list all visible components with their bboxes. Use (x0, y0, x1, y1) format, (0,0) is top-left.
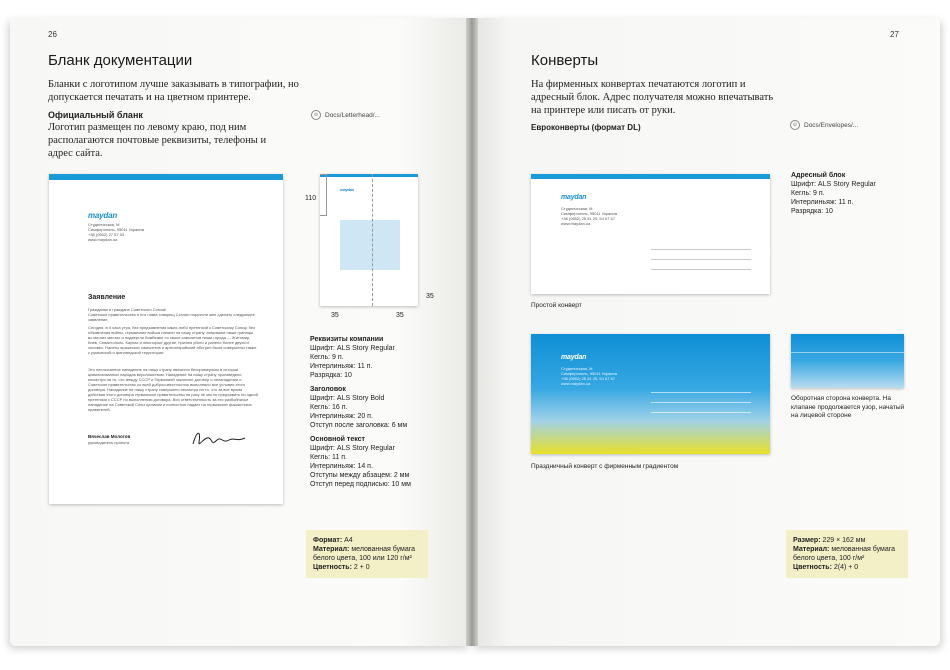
envelope-path: Docs/Envelopes/... (804, 121, 859, 129)
envelope-back-side (791, 334, 904, 388)
address-line (651, 402, 751, 403)
spec-line: Интерлиньяж: 20 п. (310, 413, 373, 420)
signature-image (189, 428, 249, 450)
size-row (793, 536, 901, 545)
material-row (313, 545, 421, 563)
envelope-logo: maydan (561, 194, 587, 201)
spec-heading: Основной текст (310, 436, 365, 443)
diagram-logo: maydan (340, 187, 354, 192)
spec-line: Отступы между абзацем: 2 мм (310, 472, 410, 479)
dim-35-right-label: 35 (426, 293, 434, 300)
spec-line: Кегль: 9 п. (791, 190, 825, 197)
diagram-margin-top (320, 174, 327, 216)
file-icon: ⊙ (790, 120, 800, 130)
color-row (793, 563, 901, 572)
envelope-file-ref[interactable] (790, 120, 858, 130)
left-intro: Бланки с логотипом лучше заказывать в типографии, но допускается печатать и на цветном принтере. (48, 79, 299, 103)
spec-line: Разрядка: 10 (310, 372, 352, 379)
letterhead-sample (49, 174, 283, 504)
spec-line: Отступ перед подписью: 10 мм (310, 481, 411, 488)
letterhead-specs (310, 335, 420, 489)
address-block-specs (791, 171, 901, 216)
gradient-envelope-caption: Праздничный конверт с фирменным градиентом (531, 463, 679, 470)
right-subheading: Евроконверты (формат DL) (531, 123, 641, 132)
left-title: Бланк документации (48, 52, 193, 69)
spec-heading: Реквизиты компании (310, 336, 384, 343)
spec-line: Интерлиньяж: 11 п. (791, 199, 854, 206)
material-label: Материал: (793, 546, 830, 553)
letter-paragraph-3: Это неслыханное нападение на нашу страну является беспримерным в истории цивилизованных народов вероломством. Нападение на нашу страну произведено несмотря на то, что между СССР и Германией заключен договор о ненападении и Советское правительство со всей добросовестностью выполняло все условия этого договора. Нападение на нашу страну совершено несмотря на то, что за все время действия этого договора германское правительство ни разу не могло предъявить ни одной претензии к СССР по выполнению договора. Вся ответственность за это разбойничье нападение на Советский Союз целиком и полностью падает на германских фашистских правителей. (88, 367, 258, 412)
dim-110-label: 110 (305, 195, 317, 202)
address-line (651, 269, 751, 270)
spec-line: Шрифт: ALS Story Regular (791, 181, 876, 188)
book-gutter (466, 18, 478, 646)
letterhead-format-box (306, 530, 428, 578)
material-row (793, 545, 901, 563)
envelope-flap-line (791, 352, 904, 353)
material-label: Материал: (313, 546, 350, 553)
simple-envelope-caption: Простой конверт (531, 302, 582, 309)
letterhead-path: Docs/Letterhead/... (325, 111, 380, 119)
material-value: мелованная бумага белого цвета, 100 или 120 г/м² (313, 546, 416, 562)
color-value: 2(4) + 0 (833, 564, 859, 571)
spec-group (310, 435, 420, 489)
letterhead-layout-diagram (320, 174, 418, 306)
diagram-center-line (372, 174, 373, 306)
spec-heading: Заголовок (310, 386, 346, 393)
format-row (313, 536, 421, 545)
left-subheading: Официальный бланк (48, 110, 143, 120)
envelope-format-box (786, 530, 908, 578)
letterhead-blue-bar (49, 174, 283, 180)
diagram-blue-bar (320, 174, 418, 177)
color-value: 2 + 0 (353, 564, 370, 571)
spec-group (310, 335, 420, 380)
letter-signer-role: руководитель проекта (88, 440, 130, 445)
letterhead-file-ref[interactable] (311, 110, 380, 120)
address-line (651, 259, 751, 260)
address-line (651, 249, 751, 250)
gradient-envelope (531, 334, 770, 454)
envelope-back-caption: Оборотная сторона конверта. На клапане продолжается узор, начатый на лицевой стороне (791, 395, 905, 419)
right-title: Конверты (531, 52, 599, 69)
spec-line: Кегль: 16 п. (310, 404, 348, 411)
material-value: мелованная бумага белого цвета, 100 г/м² (793, 546, 896, 562)
spec-line: Шрифт: ALS Story Bold (310, 395, 385, 402)
simple-envelope (531, 174, 770, 294)
gradient-envelope-logo: maydan (561, 354, 587, 361)
letter-paragraph-2: Сегодня, в 4 часа утра, без предъявления каких-либо претензий к Советскому Союзу, без объявления войны, германские войска напали на нашу страну, атаковали наши границы во многих местах и подвергли бомбежке со своих самолетов наши города — Житомир, Киев, Севастополь, Каунас и некоторые другие, причем убито и ранено более двухсот человек. Налеты вражеских самолетов и артиллерийский обстрел были совершены также с румынской и финляндской территории. (88, 325, 257, 355)
diagram-text-area (340, 220, 400, 270)
letter-signer: Вячеслав Молотов (88, 434, 131, 439)
spec-line: Интерлиньяж: 14 п. (310, 463, 373, 470)
spec-line: Кегль: 11 п. (310, 454, 347, 461)
address-line (651, 412, 751, 413)
color-row (313, 563, 421, 572)
dim-35-bottom-left-label: 35 (331, 312, 339, 319)
gradient-envelope-address: Студенческая, М Симферополь, 95011 Украина +38 (0652) 25 51 25, 54 67 67 www.maydan.ua (561, 366, 617, 386)
spec-line: Кегль: 9 п. (310, 354, 344, 361)
spec-line: Отступ после заголовка: 6 мм (310, 422, 408, 429)
size-value: 229 × 162 мм (822, 537, 866, 544)
address-line (651, 392, 751, 393)
envelope-blue-bar (531, 174, 770, 179)
letterhead-logo: maydan (88, 211, 118, 220)
address-block-heading: Адресный блок (791, 172, 846, 179)
left-subtext: Логотип размещен по левому краю, под ним располагаются почтовые реквизиты, телефоны и адрес сайта. (48, 122, 267, 159)
size-label: Размер: (793, 537, 821, 544)
spec-line: Шрифт: ALS Story Regular (310, 445, 395, 452)
page-number-left: 26 (48, 30, 57, 39)
letterhead-address: Студенческая, М Симферополь, 95011 Украина +38 (0652) 27 57 03 www.maydan.ua (88, 222, 144, 242)
file-icon: ⊙ (311, 110, 321, 120)
letter-heading: Заявление (88, 294, 126, 301)
color-label: Цветность: (313, 564, 352, 571)
format-value: А4 (344, 537, 353, 544)
color-label: Цветность: (793, 564, 832, 571)
spec-line: Шрифт: ALS Story Regular (310, 345, 395, 352)
spec-line: Интерлиньяж: 11 п. (310, 363, 373, 370)
envelope-address: Студенческая, М Симферополь, 95011 Украина +38 (0652) 25 51 25, 54 67 67 www.maydan.ua (561, 206, 617, 226)
format-label: Формат: (313, 537, 343, 544)
dim-35-bottom-right-label: 35 (396, 312, 404, 319)
right-intro: На фирменных конвертах печатаются логотип и адресный блок. Адрес получателя можно впечатывать на принтере или писать от руки. (531, 79, 774, 116)
spec-line: Разрядка: 10 (791, 208, 833, 215)
page-number-right: 27 (890, 30, 899, 39)
spec-group (310, 385, 420, 430)
letter-paragraph-1: Гражданки и граждане Советского Союза! Советское правительство и его глава товарищ Сталин поручили мне сделать следующее заявление. (88, 307, 255, 322)
